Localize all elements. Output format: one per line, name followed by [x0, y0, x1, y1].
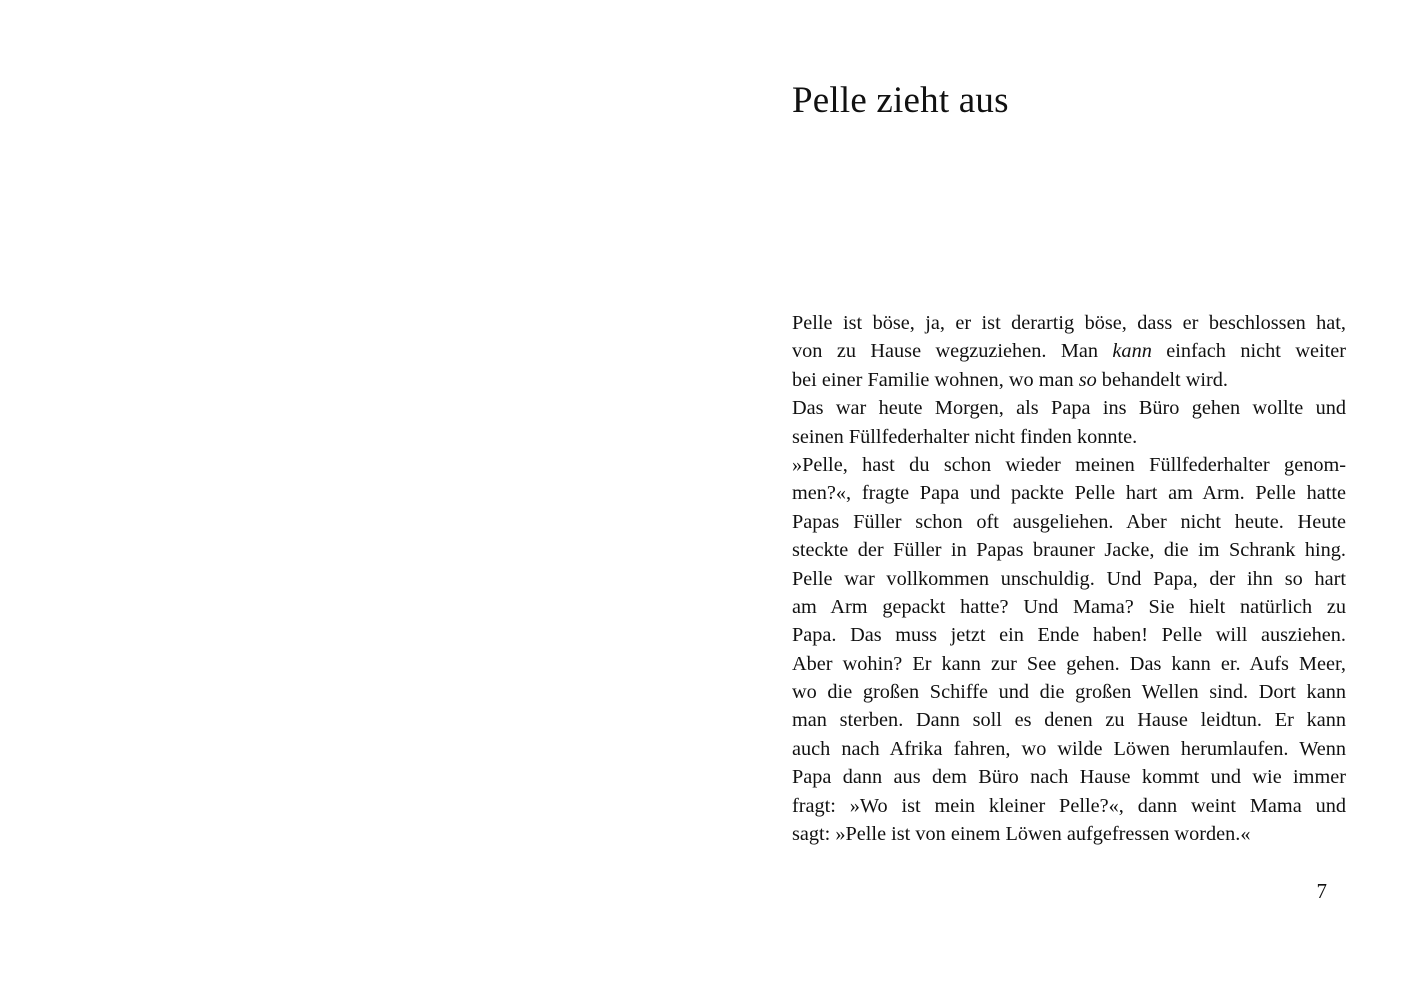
- text-line: fragt: »Wo ist mein kleiner Pelle?«, dann weint Mama und: [792, 794, 1346, 817]
- text-line: sagt: »Pelle ist von einem Löwen aufgefressen worden.«: [792, 823, 1251, 846]
- text-line: steckte der Füller in Papas brauner Jacke, die im Schrank hing.: [792, 539, 1346, 562]
- chapter-title: Pelle zieht aus: [792, 80, 1009, 121]
- text-line: »Pelle, hast du schon wieder meinen Füllfederhalter genom-: [792, 453, 1346, 476]
- text-line: Das war heute Morgen, als Papa ins Büro gehen wollte und: [792, 397, 1346, 420]
- emphasis-word: so: [1078, 368, 1097, 391]
- text-line: Pelle ist böse, ja, er ist derartig böse, dass er beschlossen hat,: [792, 312, 1346, 334]
- text-line: wo die großen Schiffe und die großen Wellen sind. Dort kann: [792, 681, 1346, 704]
- left-page-blank: [0, 0, 710, 1000]
- text-line: Pelle war vollkommen unschuldig. Und Papa, der ihn so hart: [792, 567, 1346, 590]
- emphasis-word: kann: [1112, 340, 1152, 363]
- text-line: men?«, fragte Papa und packte Pelle hart am Arm. Pelle hatte: [792, 482, 1346, 505]
- text-line: man sterben. Dann soll es denen zu Hause leidtun. Er kann: [792, 709, 1346, 732]
- text-line: auch nach Afrika fahren, wo wilde Löwen herumlaufen. Wenn: [792, 737, 1346, 760]
- text-line: Papa dann aus dem Büro nach Hause kommt und wie immer: [792, 766, 1346, 789]
- text-line: von zu Hause wegzuziehen. Man kann einfach nicht weiter: [792, 340, 1346, 363]
- text-line: bei einer Familie wohnen, wo man so behandelt wird.: [792, 368, 1228, 391]
- text-line: am Arm gepackt hatte? Und Mama? Sie hielt natürlich zu: [792, 595, 1346, 618]
- text-line: Papas Füller schon oft ausgeliehen. Aber nicht heute. Heute: [792, 510, 1346, 533]
- page-number: 7: [1316, 879, 1327, 903]
- text-line: Papa. Das muss jetzt ein Ende haben! Pelle will ausziehen.: [792, 624, 1346, 647]
- body-text: [792, 309, 1346, 848]
- text-line: seinen Füllfederhalter nicht finden konnte.: [792, 425, 1138, 448]
- text-line: Aber wohin? Er kann zur See gehen. Das kann er. Aufs Meer,: [792, 652, 1346, 675]
